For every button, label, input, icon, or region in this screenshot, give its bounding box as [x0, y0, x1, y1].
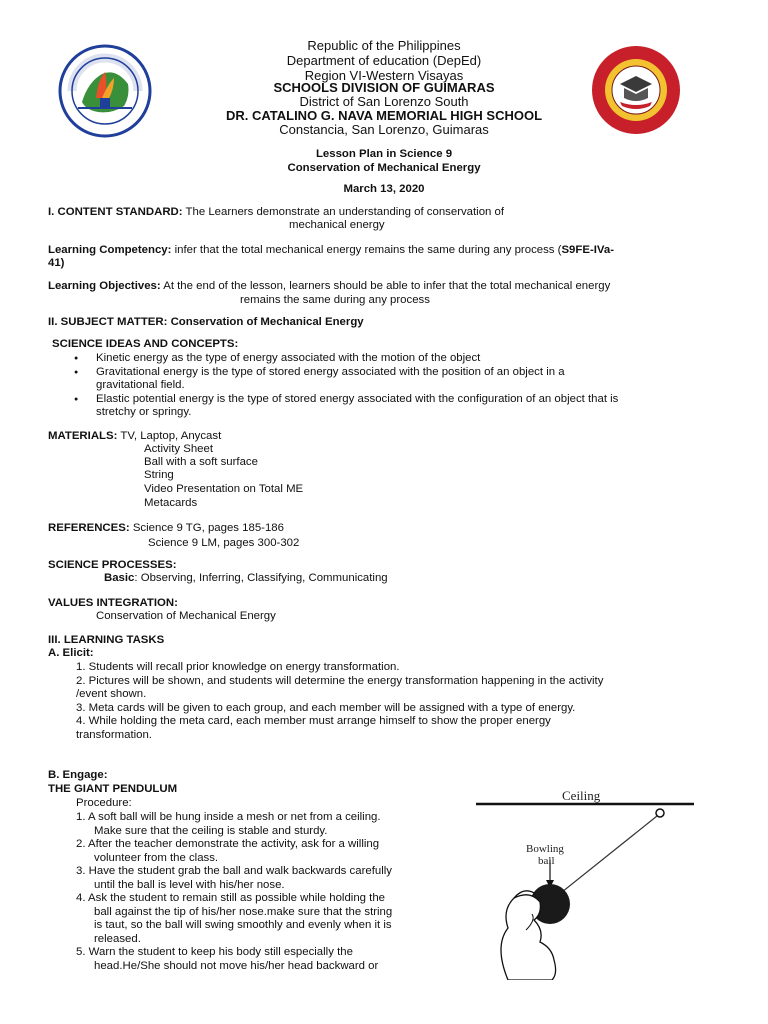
procedure-step — [76, 811, 456, 838]
values-label: VALUES INTEGRATION: — [48, 597, 178, 609]
procedure-step-line: Make sure that the ceiling is stable and sturdy. — [94, 824, 328, 837]
header-region: Region VI-Western Visayas — [304, 68, 464, 83]
materials-label: MATERIALS: — [48, 430, 118, 442]
objectives-label: Learning Objectives: — [48, 280, 161, 292]
procedure-step — [76, 838, 456, 865]
learning-competency — [48, 244, 728, 258]
reference-item: Science 9 LM, pages 300-302 — [148, 537, 300, 549]
materials-item: String — [144, 469, 174, 481]
materials-item: Video Presentation on Total ME — [144, 483, 304, 495]
elicit-list — [76, 661, 716, 742]
header-address: Constancia, San Lorenzo, Guimaras — [279, 122, 489, 137]
science-idea-line: ● Gravitational energy is the type of stored energy associated with the position of an object in a — [96, 365, 565, 378]
materials-item: TV, Laptop, Anycast — [120, 430, 222, 442]
procedure-step — [76, 946, 456, 973]
procedure-step-line: 1. A soft ball will be hung inside a mesh or net from a ceiling. — [76, 811, 381, 823]
header-division: SCHOOLS DIVISION OF GUIMARAS — [273, 80, 495, 95]
subject-matter-label: II. SUBJECT MATTER: — [48, 316, 168, 328]
content-standard — [48, 206, 728, 220]
values-text: Conservation of Mechanical Energy — [96, 610, 276, 622]
learning-tasks-label: III. LEARNING TASKS — [48, 634, 165, 646]
pendulum-figure — [468, 780, 700, 980]
elicit-line: 4. While holding the meta card, each member must arrange himself to show the proper energy — [76, 715, 551, 727]
science-idea-line: stretchy or springy. — [96, 406, 192, 418]
procedure-label: Procedure: — [76, 797, 132, 809]
references-label: REFERENCES: — [48, 522, 130, 534]
procedure-step — [76, 865, 456, 892]
elicit-item — [76, 675, 716, 702]
procedure-step-line: volunteer from the class. — [94, 851, 219, 864]
elicit-line: 1. Students will recall prior knowledge on energy transformation. — [76, 661, 400, 673]
reference-item: Science 9 TG, pages 185-186 — [132, 522, 284, 534]
engage-label: B. Engage: — [48, 769, 108, 781]
procedure-step-line: 4. Ask the student to remain still as possible while holding the — [76, 892, 385, 904]
elicit-item — [76, 702, 716, 716]
procedure-steps — [76, 811, 456, 973]
elicit-item — [76, 715, 716, 742]
procedure-step-line: until the ball is level with his/her nose. — [94, 878, 285, 891]
elicit-line: transformation. — [76, 728, 152, 741]
objectives-text-2: remains the same during any process — [240, 294, 430, 306]
procedure-step-line: ball against the tip of his/her nose.make sure that the string — [94, 905, 393, 918]
content-standard-text-2: mechanical energy — [289, 219, 385, 231]
elicit-line: /event shown. — [76, 688, 147, 700]
materials-item: Activity Sheet — [144, 443, 214, 455]
elicit-item — [76, 661, 716, 675]
header-republic: Republic of the Philippines — [307, 38, 461, 53]
science-idea-item — [48, 366, 728, 393]
lesson-date: March 13, 2020 — [343, 183, 425, 195]
elicit-line: 3. Meta cards will be given to each group, and each member will be assigned with a type of energy. — [76, 701, 576, 714]
science-idea-line: gravitational field. — [96, 379, 185, 391]
materials-item: Ball with a soft surface — [144, 456, 258, 468]
materials — [48, 430, 221, 444]
elicit-label: A. Elicit: — [48, 647, 94, 659]
science-idea-line: ● Kinetic energy as the type of energy associated with the motion of the object — [96, 352, 481, 364]
references — [48, 522, 284, 536]
header-deped: Department of education (DepEd) — [286, 53, 482, 68]
science-idea-item — [48, 393, 728, 420]
materials-item: Metacards — [144, 497, 198, 509]
hook-icon — [656, 809, 664, 817]
procedure-step — [76, 892, 456, 946]
lesson-title: Lesson Plan in Science 9 — [315, 148, 453, 160]
procedure-step-line: head.He/She should not move his/her head backward or — [94, 959, 379, 972]
basic-text: : Observing, Inferring, Classifying, Communicating — [134, 572, 388, 584]
procedure-step-line: is taut, so the ball will swing smoothly and evenly when it is — [94, 919, 392, 931]
pendulum-illustration — [468, 780, 700, 980]
learning-objectives — [48, 280, 738, 294]
science-ideas-heading: SCIENCE IDEAS AND CONCEPTS: — [52, 338, 239, 350]
procedure-step-line: 2. After the teacher demonstrate the activity, ask for a willing — [76, 838, 380, 850]
science-ideas-list — [48, 352, 728, 420]
subject-matter-text: Conservation of Mechanical Energy — [170, 316, 364, 328]
science-processes-label: SCIENCE PROCESSES: — [48, 559, 177, 571]
subject-matter — [48, 316, 364, 330]
competency-code: S9FE-IVa- — [561, 244, 614, 256]
objectives-text: At the end of the lesson, learners should be able to infer that the total mechanical energy — [163, 280, 611, 292]
content-standard-text: The Learners demonstrate an understanding of conservation of — [185, 206, 505, 218]
competency-code-2: 41) — [48, 257, 65, 269]
procedure-step-line: released. — [94, 932, 141, 945]
science-processes-basic — [104, 572, 388, 586]
procedure-step-line: 3. Have the student grab the ball and walk backwards carefully — [76, 865, 392, 877]
ceiling-label: Ceiling — [562, 788, 601, 803]
lesson-topic: Conservation of Mechanical Energy — [287, 162, 481, 174]
science-idea-item — [48, 352, 728, 366]
string-line — [562, 816, 657, 892]
ball-label: ball — [538, 855, 555, 867]
elicit-line: 2. Pictures will be shown, and students will determine the energy transformation happening in the activity — [76, 674, 604, 687]
basic-label: Basic — [104, 572, 135, 584]
competency-label: Learning Competency: — [48, 244, 172, 256]
content-standard-label: I. CONTENT STANDARD: — [48, 206, 183, 218]
engage-activity: THE GIANT PENDULUM — [48, 783, 178, 795]
header-district: District of San Lorenzo South — [299, 94, 469, 109]
competency-text: infer that the total mechanical energy remains the same during any process ( — [174, 244, 562, 256]
procedure-step-line: 5. Warn the student to keep his body still especially the — [76, 946, 353, 958]
header-school: DR. CATALINO G. NAVA MEMORIAL HIGH SCHOOL — [225, 108, 543, 123]
science-idea-line: ● Elastic potential energy is the type of stored energy associated with the configuration of an object that is — [96, 392, 619, 405]
bowling-label: Bowling — [526, 843, 564, 855]
